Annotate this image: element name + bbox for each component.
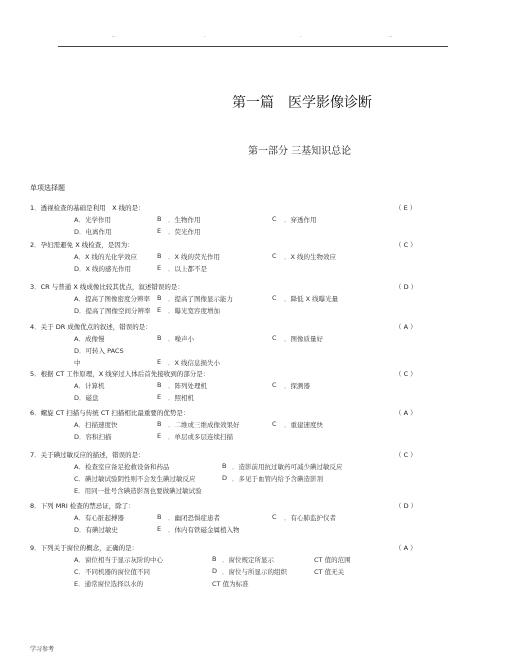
header-mark-1: ..	[112, 33, 116, 39]
option-text: A．提高了图像密度分辨率	[74, 295, 150, 303]
option-text: ．体内有铁磁金属植入物	[168, 526, 240, 534]
option-text: ．提高了图像显示能力	[168, 295, 233, 303]
question-stem: 6．螺旋 CT 扫描与传统 CT 扫描相比最重要的优势是：	[30, 409, 190, 417]
option-text: A．光学作用	[74, 216, 111, 224]
option-text: ．重建速度快	[284, 421, 323, 429]
option-text: ．窗位与所显示的组织	[222, 568, 287, 576]
answer-key: （ A ）	[395, 544, 417, 552]
option-text: D	[222, 474, 228, 482]
option-text: ．生物作用	[168, 216, 201, 224]
answer-key: （ A ）	[395, 409, 417, 417]
option-text: CT 值为标准	[212, 580, 249, 588]
option-text: ．窗位规定所显示	[222, 556, 274, 564]
header-rule	[58, 46, 448, 47]
option-text: E	[157, 306, 162, 314]
option-text: E	[157, 393, 162, 401]
option-text: ．荧光作用	[168, 228, 201, 236]
option-text: B	[157, 513, 162, 521]
option-text: ．照相机	[168, 394, 194, 402]
option-text: C	[272, 334, 277, 342]
question-stem: 4．关于 DR 成像优点的叙述，错误的是：	[30, 323, 152, 331]
option-text: 中	[74, 359, 81, 367]
header-mark-2: .	[204, 33, 206, 39]
option-text: B	[157, 420, 162, 428]
answer-key: （ A ）	[395, 323, 417, 331]
option-text: C	[272, 215, 277, 223]
question-stem: 7．关于碘过敏反应的描述，错误的是：	[30, 451, 145, 459]
answer-key: （ C ）	[395, 370, 417, 378]
answer-key: （ D ）	[395, 283, 418, 291]
question-stem: 3．CR 与普通 X 线成像比较其优点，叙述错误的是：	[30, 283, 184, 291]
option-text: ．造影前用抗过敏药可减少碘过敏反应	[232, 463, 343, 471]
option-text: D．提高了图像空间分辨率	[74, 307, 151, 315]
option-text: A．成像慢	[74, 335, 105, 343]
question-stem: 9．下列关于窗位的概念，正确的是：	[30, 544, 139, 552]
option-text: ．多见于血管内给予含碘造影剂	[232, 475, 323, 483]
option-text: A．X 线的光化学效应	[74, 253, 137, 261]
header-mark-3: .	[300, 33, 302, 39]
answer-key: （ E ）	[395, 204, 417, 212]
option-text: A．有心脏起搏器	[74, 514, 124, 522]
option-text: E	[157, 264, 162, 272]
option-text: ．X 线的生物效应	[284, 253, 337, 261]
option-text: ．降低 X 线曝光量	[284, 295, 339, 303]
option-text: ．阵列处理机	[168, 382, 207, 390]
option-text: D．可转入 PACS	[74, 347, 124, 355]
option-text: ．幽闭恐惧症患者	[168, 514, 220, 522]
header-mark-4: ..	[389, 33, 393, 39]
answer-key: （ D ）	[395, 502, 418, 510]
option-text: C	[272, 252, 277, 260]
option-text: B	[212, 555, 217, 563]
option-text: CT 值无关	[314, 568, 345, 576]
option-text: ．以上都不是	[168, 265, 207, 273]
option-text: ．曝光宽容度增加	[168, 307, 220, 315]
option-text: ．图像质量好	[284, 335, 323, 343]
option-text: D．磁盘	[74, 394, 99, 402]
option-text: D．有碘过敏史	[74, 526, 119, 534]
option-text: E	[157, 525, 162, 533]
option-text: D．电离作用	[74, 228, 112, 236]
page-subtitle: 第一部分 三基知识总论	[248, 146, 352, 157]
option-text: B	[222, 462, 227, 470]
option-text: B	[157, 252, 162, 260]
option-text: C	[272, 420, 277, 428]
option-text: ．单层或多层连续扫描	[168, 433, 233, 441]
option-text: B	[157, 215, 162, 223]
option-text: ．穿透作用	[284, 216, 317, 224]
option-text: D．容积扫描	[74, 433, 112, 441]
option-text: C	[272, 381, 277, 389]
option-text: B	[157, 334, 162, 342]
option-text: D．X 线的感光作用	[74, 265, 132, 273]
option-text: ．X 线的荧光作用	[168, 253, 221, 261]
question-stem: 8．下列 MRI 检查的禁忌证，除了：	[30, 502, 135, 510]
option-text: C	[272, 513, 277, 521]
option-text: CT 值的范围	[314, 556, 351, 564]
answer-key: （ C ）	[395, 241, 417, 249]
question-stem: 1．透视检查的基础是利用 X 线的是：	[30, 204, 145, 212]
option-text: E	[157, 227, 162, 235]
question-stem: 2．孕妇需避免 X 线检查，是因为：	[30, 241, 134, 249]
section-heading: 单项选择题	[30, 184, 65, 192]
option-text: ．二维或三维成像效果好	[168, 421, 240, 429]
question-stem: 5．根据 CT 工作原理，X 线穿过人体后首先接收到的部分是：	[30, 370, 210, 378]
option-text: B	[157, 381, 162, 389]
option-text: B	[157, 294, 162, 302]
option-text: ．有心肺监护仪者	[284, 514, 336, 522]
option-text: C	[272, 294, 277, 302]
option-text: E．通常窗位选择以水的	[74, 580, 144, 588]
answer-key: （ C ）	[395, 451, 417, 459]
page-footer: 学习参考	[30, 646, 55, 653]
option-text: C．碘过敏试验阴性则不会发生碘过敏反应	[74, 475, 196, 483]
option-text: A．计算机	[74, 382, 105, 390]
option-text: A．检查室应备足抢救设备和药品	[74, 463, 170, 471]
option-text: E．用同一批号含碘造影剂也要做碘过敏试验	[74, 487, 202, 495]
option-text: E	[157, 432, 162, 440]
option-text: ．X 线信息损失小	[168, 359, 221, 367]
option-text: D	[212, 567, 218, 575]
option-text: C．不同机器的窗位值不同	[74, 568, 151, 576]
option-text: A．窗位相当于显示灰阶的中心	[74, 556, 163, 564]
option-text: ．噪声小	[168, 335, 194, 343]
option-text: E	[157, 358, 162, 366]
option-text: ．探测器	[284, 382, 310, 390]
page-title: 第一篇 医学影像诊断	[232, 95, 372, 111]
option-text: A．扫描速度快	[74, 421, 118, 429]
